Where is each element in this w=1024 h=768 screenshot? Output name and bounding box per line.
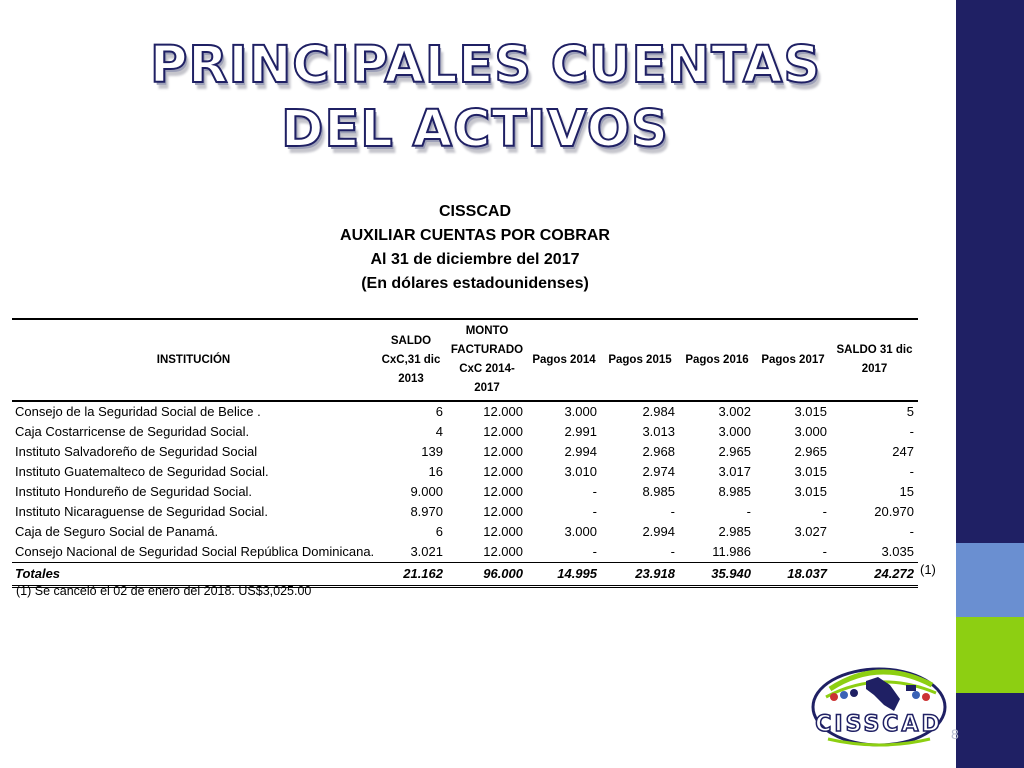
col-header-pagos-2015: Pagos 2015: [608, 353, 672, 366]
amount-cell: 12.000: [483, 444, 523, 459]
table-row: [12, 502, 918, 522]
side-band-green: [956, 617, 1024, 693]
totals-cell: 21.162: [403, 566, 443, 581]
amount-cell: -: [592, 484, 597, 499]
amount-cell: 12.000: [483, 504, 523, 519]
col-header-pagos-2014: Pagos 2014: [532, 353, 596, 366]
institution-cell: Instituto Guatemalteco de Seguridad Social.: [15, 464, 269, 479]
amount-cell: 12.000: [483, 524, 523, 539]
amount-cell: 3.000: [718, 424, 751, 439]
totals-cell: 24.272: [874, 566, 914, 581]
totals-cell: 18.037: [787, 566, 827, 581]
amount-cell: 139: [421, 444, 443, 459]
amount-cell: 6: [435, 524, 443, 539]
amount-cell: -: [601, 542, 679, 563]
col-header-pagos-2016: Pagos 2016: [685, 353, 749, 366]
totals-cell: 35.940: [711, 566, 751, 581]
totals-footnote-mark: (1): [920, 562, 936, 577]
amount-cell: 2.984: [642, 404, 675, 419]
table-row: [12, 482, 918, 502]
amount-cell: -: [909, 464, 914, 479]
amount-cell: -: [592, 504, 597, 519]
amount-cell: -: [909, 524, 914, 539]
totals-cell: 23.918: [635, 566, 675, 581]
col-header-institution: INSTITUCIÓN: [156, 353, 231, 366]
amount-cell: 3.000: [794, 424, 827, 439]
logo-text: CISSCAD: [815, 712, 943, 737]
amount-cell: 3.035: [831, 542, 918, 563]
col-header-pagos-2017: Pagos 2017: [761, 353, 825, 366]
amount-cell: 2.968: [642, 444, 675, 459]
amount-cell: 5: [906, 404, 914, 419]
amount-cell: 8.985: [718, 484, 751, 499]
amount-cell: 12.000: [483, 424, 523, 439]
institution-cell: Consejo de la Seguridad Social de Belice .: [15, 404, 261, 419]
table-row: [12, 422, 918, 442]
amount-cell: 16: [428, 464, 443, 479]
institution-cell: Instituto Salvadoreño de Seguridad Social: [15, 444, 258, 459]
institution-cell: Consejo Nacional de Seguridad Social República Dominicana.: [12, 542, 375, 563]
col-header-saldo-2017: SALDO 31 dic 2017: [836, 344, 913, 375]
totals-label: Totales: [15, 566, 61, 581]
slide-number: 8: [951, 726, 959, 742]
amount-cell: 3.015: [794, 464, 827, 479]
table-row: [12, 442, 918, 462]
institution-cell: Instituto Nicaraguense de Seguridad Social.: [15, 504, 268, 519]
col-header-saldo-2013: SALDO CxC,31 dic 2013: [381, 334, 441, 385]
amount-cell: 247: [892, 444, 914, 459]
amount-cell: 12.000: [447, 542, 527, 563]
institution-cell: Caja de Seguro Social de Panamá.: [15, 524, 219, 539]
amount-cell: 12.000: [483, 404, 523, 419]
amount-cell: 6: [435, 404, 443, 419]
amount-cell: 3.017: [718, 464, 751, 479]
amount-cell: 11.986: [679, 542, 755, 563]
table-row: [12, 542, 918, 563]
amount-cell: 2.965: [794, 444, 827, 459]
table-header-row: [12, 319, 918, 401]
amount-cell: 3.015: [794, 484, 827, 499]
totals-cell: 96.000: [483, 566, 523, 581]
amount-cell: -: [822, 504, 827, 519]
report-date: Al 31 de diciembre del 2017: [370, 251, 580, 268]
amount-cell: 3.000: [564, 404, 597, 419]
amount-cell: -: [755, 542, 831, 563]
slide-title-line2: DEL ACTIVOS: [281, 100, 669, 159]
table-row: [12, 401, 918, 422]
amount-cell: -: [670, 504, 675, 519]
amount-cell: 3.027: [794, 524, 827, 539]
report-org: CISSCAD: [438, 203, 511, 220]
report-header: [200, 200, 750, 296]
amount-cell: 3.002: [718, 404, 751, 419]
amount-cell: 2.965: [718, 444, 751, 459]
institution-cell: Caja Costarricense de Seguridad Social.: [15, 424, 250, 439]
table-row: [12, 522, 918, 542]
amount-cell: 2.994: [564, 444, 597, 459]
amount-cell: 2.994: [642, 524, 675, 539]
amount-cell: 3.000: [564, 524, 597, 539]
amount-cell: 4: [435, 424, 443, 439]
amount-cell: 12.000: [483, 464, 523, 479]
receivables-table: [12, 318, 918, 588]
slide-title: [150, 34, 822, 162]
amount-cell: 2.991: [564, 424, 597, 439]
footnote: (1) Se canceló el 02 de enero del 2018. US$3,025.00: [16, 584, 312, 598]
side-band-blue: [956, 543, 1024, 617]
report-subtitle: AUXILIAR CUENTAS POR COBRAR: [340, 227, 610, 244]
amount-cell: -: [527, 542, 601, 563]
side-band-navy-bottom: [956, 693, 1024, 768]
amount-cell: 3.010: [564, 464, 597, 479]
amount-cell: 8.985: [642, 484, 675, 499]
amount-cell: 12.000: [483, 484, 523, 499]
logo-graphic: [808, 655, 950, 747]
totals-row: [12, 563, 918, 587]
amount-cell: 9.000: [410, 484, 443, 499]
amount-cell: 8.970: [410, 504, 443, 519]
totals-cell: 14.995: [557, 566, 597, 581]
cisscad-logo: [808, 655, 950, 752]
amount-cell: 3.015: [794, 404, 827, 419]
slide-title-line1: PRINCIPALES CUENTAS: [150, 36, 822, 95]
amount-cell: 20.970: [874, 504, 914, 519]
amount-cell: -: [909, 424, 914, 439]
amount-cell: 15: [899, 484, 914, 499]
amount-cell: 2.974: [642, 464, 675, 479]
amount-cell: 3.013: [642, 424, 675, 439]
report-currency: (En dólares estadounidenses): [361, 275, 589, 292]
amount-cell: 2.985: [718, 524, 751, 539]
amount-cell: 3.021: [375, 542, 447, 563]
institution-cell: Instituto Hondureño de Seguridad Social.: [15, 484, 253, 499]
table-row: [12, 462, 918, 482]
col-header-monto: MONTO FACTURADO CxC 2014-2017: [450, 325, 524, 394]
amount-cell: -: [746, 504, 751, 519]
side-band-navy: [956, 0, 1024, 543]
